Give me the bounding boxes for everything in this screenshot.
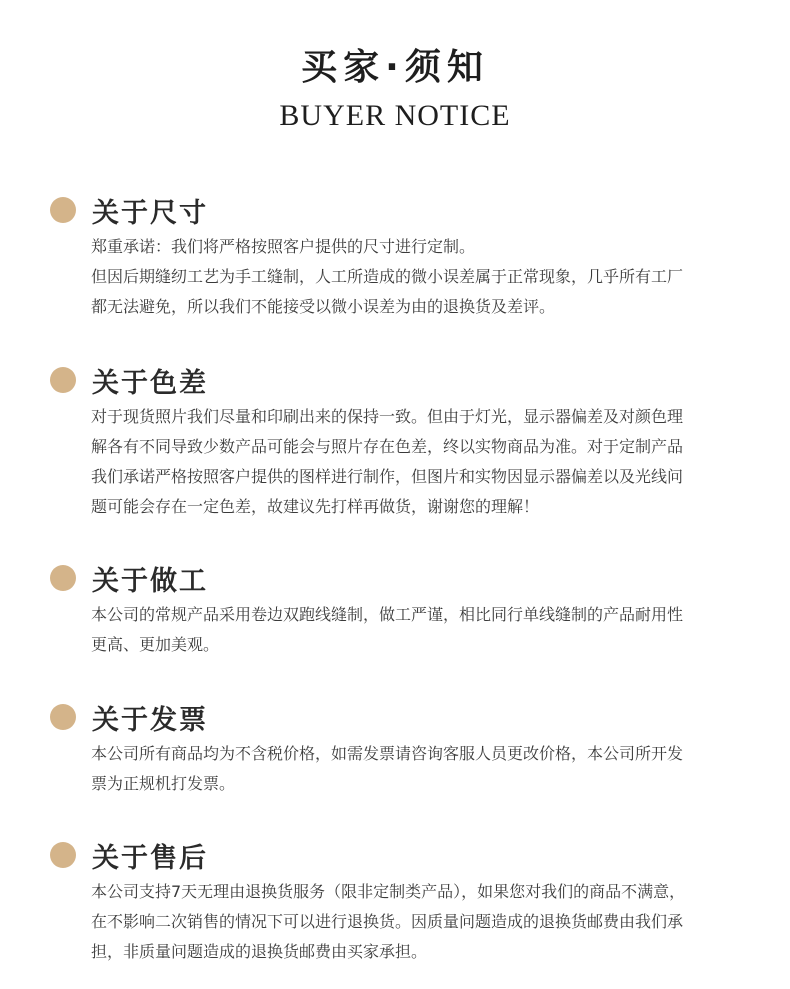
- section-text-line: 都无法避免，所以我们不能接受以微小误差为由的退换货及差评。: [91, 297, 556, 316]
- section-text-line: 在不影响二次销售的情况下可以进行退换货。因质量问题造成的退换货邮费由我们承: [91, 912, 684, 931]
- section-text-line: 对于现货照片我们尽量和印刷出来的保持一致。但由于灯光，显示器偏差及对颜色理: [91, 407, 684, 426]
- section-title: 关于发票: [92, 704, 208, 736]
- section-heading: [50, 697, 750, 737]
- section-heading: [50, 558, 750, 598]
- section-title: 关于色差: [92, 367, 208, 399]
- section-body: [91, 600, 750, 660]
- section-text-line: 但因后期缝纫工艺为手工缝制，人工所造成的微小误差属于正常现象，几乎所有工厂: [91, 267, 684, 286]
- section-size: [50, 190, 750, 322]
- section-text-line: 题可能会存在一定色差，故建议先打样再做货，谢谢您的理解！: [91, 497, 540, 516]
- section-heading: [50, 190, 750, 230]
- section-text-line: 我们承诺严格按照客户提供的图样进行制作，但图片和实物因显示器偏差以及光线问: [91, 467, 684, 486]
- bullet-dot-icon: [50, 197, 76, 223]
- section-heading: [50, 835, 750, 875]
- section-text-line: 更高、更加美观。: [91, 635, 220, 654]
- section-body: [91, 402, 750, 522]
- section-text-line: 本公司的常规产品采用卷边双跑线缝制，做工严谨，相比同行单线缝制的产品耐用性: [91, 605, 684, 624]
- section-title: 关于尺寸: [92, 197, 208, 229]
- section-body: [91, 739, 750, 799]
- notice-header: [0, 44, 790, 134]
- section-after-sales: [50, 835, 750, 967]
- section-text-line: 担，非质量问题造成的退换货邮费由买家承担。: [91, 942, 428, 961]
- section-heading: [50, 360, 750, 400]
- section-text-line: 郑重承诺：我们将严格按照客户提供的尺寸进行定制。: [91, 237, 476, 256]
- section-body: [91, 877, 750, 967]
- section-text-line: 本公司所有商品均为不含税价格，如需发票请咨询客服人员更改价格，本公司所开发: [91, 744, 684, 763]
- bullet-dot-icon: [50, 704, 76, 730]
- section-text-line: 票为正规机打发票。: [91, 774, 236, 793]
- page-subtitle: BUYER NOTICE: [279, 99, 511, 132]
- section-text-line: 本公司支持7天无理由退换货服务（限非定制类产品），如果您对我们的商品不满意，: [91, 882, 686, 901]
- bullet-dot-icon: [50, 565, 76, 591]
- section-title: 关于做工: [92, 565, 208, 597]
- section-invoice: [50, 697, 750, 799]
- section-color-difference: [50, 360, 750, 522]
- section-title: 关于售后: [92, 842, 208, 874]
- section-text-line: 解各有不同导致少数产品可能会与照片存在色差，终以实物商品为准。对于定制产品: [91, 437, 684, 456]
- section-body: [91, 232, 750, 322]
- bullet-dot-icon: [50, 842, 76, 868]
- bullet-dot-icon: [50, 367, 76, 393]
- page-title: 买家·须知: [301, 47, 489, 88]
- section-workmanship: [50, 558, 750, 660]
